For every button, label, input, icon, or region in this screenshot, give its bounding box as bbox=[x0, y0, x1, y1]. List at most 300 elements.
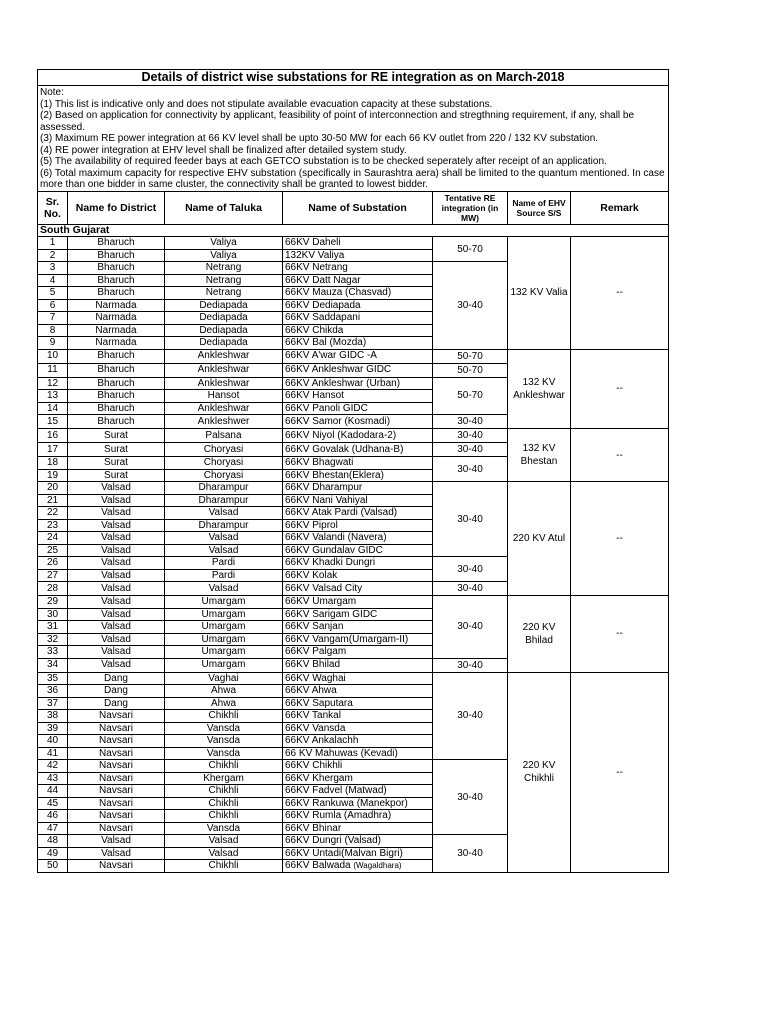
cell-ehv-source: 132 KV Bhestan bbox=[508, 429, 571, 482]
cell-ehv-source: 220 KV Chikhli bbox=[508, 672, 571, 872]
cell-district: Navsari bbox=[68, 810, 165, 823]
cell-district: Navsari bbox=[68, 710, 165, 723]
substation-name: 66KV Umargam bbox=[285, 596, 357, 607]
cell-substation bbox=[283, 519, 433, 532]
cell-taluka: Dharampur bbox=[165, 519, 283, 532]
cell-district: Valsad bbox=[68, 582, 165, 596]
substation-name: 66KV Bhagwati bbox=[285, 457, 354, 468]
cell-taluka: Chikhli bbox=[165, 810, 283, 823]
cell-sr-no: 44 bbox=[38, 785, 68, 798]
cell-sr-no: 2 bbox=[38, 249, 68, 262]
cell-substation bbox=[283, 544, 433, 557]
cell-taluka: Ankleshwar bbox=[165, 349, 283, 363]
cell-district: Narmada bbox=[68, 312, 165, 325]
cell-sr-no: 43 bbox=[38, 772, 68, 785]
cell-district: Dang bbox=[68, 697, 165, 710]
cell-taluka: Valsad bbox=[165, 532, 283, 545]
table-row bbox=[38, 482, 669, 495]
cell-taluka: Pardi bbox=[165, 569, 283, 582]
cell-sr-no: 9 bbox=[38, 337, 68, 350]
cell-substation bbox=[283, 494, 433, 507]
cell-ehv-source: 220 KV Bhilad bbox=[508, 596, 571, 673]
cell-remark: -- bbox=[571, 349, 669, 429]
cell-substation bbox=[283, 860, 433, 873]
substation-name: 66 KV Mahuwas (Kevadi) bbox=[285, 747, 398, 759]
cell-district: Valsad bbox=[68, 507, 165, 520]
cell-sr-no: 16 bbox=[38, 429, 68, 443]
substation-name: 66KV Sarigam GIDC bbox=[285, 608, 378, 620]
cell-substation bbox=[283, 324, 433, 337]
cell-taluka: Chikhli bbox=[165, 710, 283, 723]
substation-name: 66KV Bhilad bbox=[285, 659, 341, 671]
cell-district: Narmada bbox=[68, 337, 165, 350]
substation-name: 66KV Netrang bbox=[285, 262, 348, 273]
cell-district: Bharuch bbox=[68, 377, 165, 390]
cell-sr-no: 42 bbox=[38, 760, 68, 773]
cell-taluka: Umargam bbox=[165, 658, 283, 672]
note-line: (2) Based on application for connectivity by applicant, feasibility of point of interconnection and stregthning requirement, if any, shall be assessed. bbox=[40, 110, 635, 133]
cell-taluka: Umargam bbox=[165, 596, 283, 609]
cell-taluka: Dharampur bbox=[165, 494, 283, 507]
cell-sr-no: 34 bbox=[38, 658, 68, 672]
cell-district: Surat bbox=[68, 443, 165, 457]
cell-district: Dang bbox=[68, 685, 165, 698]
cell-substation bbox=[283, 596, 433, 609]
cell-substation bbox=[283, 532, 433, 545]
substation-name: 66KV A'war GIDC -A bbox=[285, 350, 377, 362]
cell-taluka: Dharampur bbox=[165, 482, 283, 495]
cell-tentative-mw: 30-40 bbox=[433, 557, 508, 582]
cell-taluka: Umargam bbox=[165, 646, 283, 659]
cell-district: Bharuch bbox=[68, 237, 165, 250]
cell-taluka: Valsad bbox=[165, 847, 283, 860]
cell-ehv-source: 132 KV Ankleshwar bbox=[508, 349, 571, 429]
cell-substation bbox=[283, 469, 433, 482]
cell-taluka: Choryasi bbox=[165, 469, 283, 482]
cell-district: Valsad bbox=[68, 532, 165, 545]
cell-remark: -- bbox=[571, 596, 669, 673]
cell-district: Bharuch bbox=[68, 415, 165, 429]
cell-substation bbox=[283, 349, 433, 363]
substation-name: 66KV Valsad City bbox=[285, 582, 363, 594]
cell-taluka: Ankleshwar bbox=[165, 377, 283, 390]
cell-sr-no: 11 bbox=[38, 363, 68, 377]
cell-tentative-mw: 30-40 bbox=[433, 415, 508, 429]
cell-substation bbox=[283, 847, 433, 860]
cell-taluka: Valsad bbox=[165, 507, 283, 520]
substation-name: 66KV Daheli bbox=[285, 237, 341, 248]
cell-taluka: Ahwa bbox=[165, 697, 283, 710]
cell-remark: -- bbox=[571, 237, 669, 350]
cell-taluka: Vansda bbox=[165, 822, 283, 835]
cell-taluka: Dediapada bbox=[165, 324, 283, 337]
substation-name: 66KV Vansda bbox=[285, 722, 346, 734]
cell-district: Narmada bbox=[68, 299, 165, 312]
cell-substation bbox=[283, 772, 433, 785]
substation-note: (Wagaldhara) bbox=[353, 861, 402, 870]
cell-sr-no: 12 bbox=[38, 377, 68, 390]
substation-name: 66KV Chikhli bbox=[285, 760, 343, 771]
substation-name: 66KV Khergam bbox=[285, 772, 353, 784]
cell-taluka: Khergam bbox=[165, 772, 283, 785]
cell-tentative-mw: 30-40 bbox=[433, 760, 508, 835]
cell-sr-no: 37 bbox=[38, 697, 68, 710]
cell-sr-no: 39 bbox=[38, 722, 68, 735]
cell-substation bbox=[283, 569, 433, 582]
cell-sr-no: 24 bbox=[38, 532, 68, 545]
cell-substation bbox=[283, 337, 433, 350]
cell-sr-no: 27 bbox=[38, 569, 68, 582]
header-remark: Remark bbox=[571, 191, 669, 224]
header-district: Name fo District bbox=[68, 191, 165, 224]
cell-taluka: Ahwa bbox=[165, 685, 283, 698]
cell-sr-no: 18 bbox=[38, 457, 68, 470]
cell-sr-no: 20 bbox=[38, 482, 68, 495]
cell-district: Navsari bbox=[68, 735, 165, 748]
substation-name: 66KV Govalak (Udhana-B) bbox=[285, 443, 404, 455]
cell-sr-no: 48 bbox=[38, 835, 68, 848]
cell-tentative-mw: 50-70 bbox=[433, 349, 508, 363]
cell-district: Bharuch bbox=[68, 287, 165, 300]
cell-district: Surat bbox=[68, 457, 165, 470]
cell-taluka: Vansda bbox=[165, 722, 283, 735]
cell-substation bbox=[283, 822, 433, 835]
cell-district: Navsari bbox=[68, 722, 165, 735]
cell-taluka: Chikhli bbox=[165, 760, 283, 773]
cell-substation bbox=[283, 443, 433, 457]
cell-tentative-mw: 30-40 bbox=[433, 457, 508, 482]
document-sheet bbox=[37, 69, 668, 873]
cell-taluka: Dediapada bbox=[165, 312, 283, 325]
cell-taluka: Valsad bbox=[165, 835, 283, 848]
substation-name: 66KV Mauza (Chasvad) bbox=[285, 287, 392, 298]
cell-sr-no: 21 bbox=[38, 494, 68, 507]
cell-sr-no: 45 bbox=[38, 797, 68, 810]
cell-substation bbox=[283, 557, 433, 570]
cell-taluka: Netrang bbox=[165, 287, 283, 300]
substation-name: 66KV Bhestan(Eklera) bbox=[285, 469, 384, 481]
cell-substation bbox=[283, 582, 433, 596]
cell-sr-no: 23 bbox=[38, 519, 68, 532]
cell-substation bbox=[283, 810, 433, 823]
note-line: (6) Total maximum capacity for respective EHV substation (specifically in Saurashtra aera) shall be limited to the quantum mentioned. In case more than one bidder in same cluster, the connectivity shall be granted to lowest bidder. bbox=[40, 167, 665, 190]
cell-sr-no: 35 bbox=[38, 672, 68, 685]
cell-sr-no: 26 bbox=[38, 557, 68, 570]
cell-taluka: Netrang bbox=[165, 274, 283, 287]
cell-substation bbox=[283, 735, 433, 748]
substation-name: 66KV Panoli GIDC bbox=[285, 402, 368, 414]
cell-taluka: Netrang bbox=[165, 262, 283, 275]
cell-sr-no: 36 bbox=[38, 685, 68, 698]
cell-district: Navsari bbox=[68, 785, 165, 798]
cell-sr-no: 10 bbox=[38, 349, 68, 363]
cell-tentative-mw: 50-70 bbox=[433, 377, 508, 415]
substation-name: 66KV Dharampur bbox=[285, 482, 363, 493]
table-row bbox=[38, 596, 669, 609]
cell-taluka: Hansot bbox=[165, 390, 283, 403]
substation-name: 66KV Ahwa bbox=[285, 685, 337, 696]
cell-taluka: Dediapada bbox=[165, 299, 283, 312]
cell-substation bbox=[283, 390, 433, 403]
cell-district: Bharuch bbox=[68, 363, 165, 377]
substation-name: 66KV Bhinar bbox=[285, 822, 342, 834]
cell-sr-no: 8 bbox=[38, 324, 68, 337]
substation-name: 66KV Niyol (Kadodara-2) bbox=[285, 429, 397, 441]
cell-substation bbox=[283, 377, 433, 390]
substation-name: 66KV Balwada bbox=[285, 860, 351, 871]
cell-substation bbox=[283, 722, 433, 735]
note-line: (3) Maximum RE power integration at 66 KV level shall be upto 30-50 MW for each 66 KV outlet from 220 / 132 KV substation. bbox=[40, 133, 599, 144]
substation-name: 66KV Kolak bbox=[285, 569, 338, 581]
cell-substation bbox=[283, 312, 433, 325]
cell-sr-no: 28 bbox=[38, 582, 68, 596]
cell-sr-no: 22 bbox=[38, 507, 68, 520]
substation-name: 66KV Untadi(Malvan Bigri) bbox=[285, 847, 403, 859]
cell-district: Valsad bbox=[68, 519, 165, 532]
cell-sr-no: 19 bbox=[38, 469, 68, 482]
cell-sr-no: 5 bbox=[38, 287, 68, 300]
cell-sr-no: 25 bbox=[38, 544, 68, 557]
cell-substation bbox=[283, 672, 433, 685]
cell-sr-no: 30 bbox=[38, 608, 68, 621]
cell-substation bbox=[283, 747, 433, 760]
cell-substation bbox=[283, 507, 433, 520]
cell-remark: -- bbox=[571, 672, 669, 872]
cell-district: Navsari bbox=[68, 760, 165, 773]
cell-taluka: Choryasi bbox=[165, 457, 283, 470]
cell-district: Navsari bbox=[68, 747, 165, 760]
cell-substation bbox=[283, 299, 433, 312]
cell-substation bbox=[283, 415, 433, 429]
cell-sr-no: 40 bbox=[38, 735, 68, 748]
cell-taluka: Ankleshwer bbox=[165, 415, 283, 429]
cell-sr-no: 7 bbox=[38, 312, 68, 325]
cell-sr-no: 13 bbox=[38, 390, 68, 403]
cell-district: Bharuch bbox=[68, 349, 165, 363]
cell-tentative-mw: 50-70 bbox=[433, 363, 508, 377]
cell-substation bbox=[283, 835, 433, 848]
substation-name: 66KV Nani Vahiyal bbox=[285, 494, 368, 506]
cell-taluka: Palsana bbox=[165, 429, 283, 443]
cell-district: Valsad bbox=[68, 633, 165, 646]
cell-substation bbox=[283, 646, 433, 659]
cell-sr-no: 49 bbox=[38, 847, 68, 860]
section-heading: South Gujarat bbox=[38, 224, 669, 237]
cell-district: Valsad bbox=[68, 557, 165, 570]
cell-sr-no: 33 bbox=[38, 646, 68, 659]
note-line: (1) This list is indicative only and does not stipulate available evacuation capacity at these substations. bbox=[40, 98, 493, 110]
cell-taluka: Choryasi bbox=[165, 443, 283, 457]
substation-name: 132KV Valiya bbox=[285, 249, 345, 261]
header-source: Name of EHV Source S/S bbox=[508, 191, 571, 224]
cell-sr-no: 47 bbox=[38, 822, 68, 835]
cell-substation bbox=[283, 274, 433, 287]
substation-name: 66KV Chikda bbox=[285, 324, 344, 336]
cell-tentative-mw: 30-40 bbox=[433, 482, 508, 557]
cell-district: Valsad bbox=[68, 646, 165, 659]
cell-taluka: Vansda bbox=[165, 735, 283, 748]
cell-taluka: Chikhli bbox=[165, 785, 283, 798]
substation-name: 66KV Sanjan bbox=[285, 621, 344, 632]
substation-name: 66KV Atak Pardi (Valsad) bbox=[285, 507, 398, 518]
substation-name: 66KV Valandi (Navera) bbox=[285, 532, 387, 543]
cell-sr-no: 3 bbox=[38, 262, 68, 275]
cell-tentative-mw: 30-40 bbox=[433, 429, 508, 443]
cell-substation bbox=[283, 785, 433, 798]
cell-district: Valsad bbox=[68, 596, 165, 609]
cell-taluka: Vaghai bbox=[165, 672, 283, 685]
cell-district: Narmada bbox=[68, 324, 165, 337]
table-row bbox=[38, 429, 669, 443]
header-substation: Name of Substation bbox=[283, 191, 433, 224]
substation-name: 66KV Ankleshwar (Urban) bbox=[285, 377, 401, 389]
substation-name: 66KV Saddapani bbox=[285, 312, 361, 323]
cell-substation bbox=[283, 710, 433, 723]
cell-district: Bharuch bbox=[68, 274, 165, 287]
cell-sr-no: 29 bbox=[38, 596, 68, 609]
cell-sr-no: 38 bbox=[38, 710, 68, 723]
cell-sr-no: 1 bbox=[38, 237, 68, 250]
cell-substation bbox=[283, 658, 433, 672]
cell-substation bbox=[283, 429, 433, 443]
cell-taluka: Chikhli bbox=[165, 797, 283, 810]
substation-name: 66KV Dungri (Valsad) bbox=[285, 835, 381, 846]
cell-taluka: Valsad bbox=[165, 582, 283, 596]
header-taluka: Name of Taluka bbox=[165, 191, 283, 224]
cell-district: Navsari bbox=[68, 797, 165, 810]
cell-substation bbox=[283, 608, 433, 621]
cell-taluka: Vansda bbox=[165, 747, 283, 760]
cell-taluka: Umargam bbox=[165, 608, 283, 621]
cell-sr-no: 50 bbox=[38, 860, 68, 873]
cell-tentative-mw: 30-40 bbox=[433, 262, 508, 350]
substation-name: 66KV Samor (Kosmadi) bbox=[285, 415, 391, 427]
cell-district: Valsad bbox=[68, 608, 165, 621]
cell-sr-no: 46 bbox=[38, 810, 68, 823]
substation-name: 66KV Waghai bbox=[285, 672, 346, 684]
substation-name: 66KV Vangam(Umargam-II) bbox=[285, 633, 409, 645]
cell-district: Valsad bbox=[68, 835, 165, 848]
cell-district: Navsari bbox=[68, 772, 165, 785]
cell-substation bbox=[283, 633, 433, 646]
cell-district: Bharuch bbox=[68, 262, 165, 275]
substation-name: 66KV Gundalav GIDC bbox=[285, 544, 383, 556]
substation-name: 66KV Bal (Mozda) bbox=[285, 337, 367, 348]
cell-substation bbox=[283, 402, 433, 415]
cell-substation bbox=[283, 287, 433, 300]
cell-district: Bharuch bbox=[68, 249, 165, 262]
cell-district: Navsari bbox=[68, 822, 165, 835]
cell-sr-no: 15 bbox=[38, 415, 68, 429]
cell-district: Bharuch bbox=[68, 390, 165, 403]
cell-district: Surat bbox=[68, 469, 165, 482]
cell-taluka: Dediapada bbox=[165, 337, 283, 350]
substation-name: 66KV Piprol bbox=[285, 519, 338, 531]
cell-substation bbox=[283, 237, 433, 250]
cell-district: Valsad bbox=[68, 482, 165, 495]
header-sr-no: Sr. No. bbox=[38, 191, 68, 224]
cell-taluka: Umargam bbox=[165, 633, 283, 646]
substation-name: 66KV Ankleshwar GIDC bbox=[285, 364, 392, 376]
cell-district: Valsad bbox=[68, 847, 165, 860]
table-row bbox=[38, 237, 669, 250]
cell-tentative-mw: 50-70 bbox=[433, 237, 508, 262]
substation-name: 66KV Rumla (Amadhra) bbox=[285, 810, 392, 821]
substation-name: 66KV Tankal bbox=[285, 710, 341, 721]
note-line: Note: bbox=[40, 87, 64, 98]
cell-substation bbox=[283, 797, 433, 810]
cell-substation bbox=[283, 249, 433, 262]
cell-taluka: Ankleshwar bbox=[165, 402, 283, 415]
cell-ehv-source: 132 KV Valia bbox=[508, 237, 571, 350]
table-row bbox=[38, 349, 669, 363]
cell-district: Valsad bbox=[68, 544, 165, 557]
cell-substation bbox=[283, 697, 433, 710]
cell-district: Surat bbox=[68, 429, 165, 443]
cell-sr-no: 14 bbox=[38, 402, 68, 415]
cell-taluka: Umargam bbox=[165, 621, 283, 634]
cell-taluka: Valiya bbox=[165, 249, 283, 262]
cell-tentative-mw: 30-40 bbox=[433, 658, 508, 672]
substation-name: 66KV Palgam bbox=[285, 646, 347, 657]
cell-taluka: Valiya bbox=[165, 237, 283, 250]
substation-name: 66KV Fadvel (Matwad) bbox=[285, 785, 387, 796]
cell-taluka: Ankleshwar bbox=[165, 363, 283, 377]
cell-remark: -- bbox=[571, 482, 669, 596]
substation-name: 66KV Rankuwa (Manekpor) bbox=[285, 797, 408, 809]
cell-district: Navsari bbox=[68, 860, 165, 873]
cell-district: Valsad bbox=[68, 494, 165, 507]
cell-tentative-mw: 30-40 bbox=[433, 443, 508, 457]
substation-name: 66KV Datt Nagar bbox=[285, 274, 361, 286]
cell-district: Bharuch bbox=[68, 402, 165, 415]
cell-sr-no: 17 bbox=[38, 443, 68, 457]
cell-ehv-source: 220 KV Atul bbox=[508, 482, 571, 596]
substation-table bbox=[37, 69, 669, 873]
cell-tentative-mw: 30-40 bbox=[433, 835, 508, 873]
cell-substation bbox=[283, 621, 433, 634]
cell-taluka: Pardi bbox=[165, 557, 283, 570]
cell-district: Valsad bbox=[68, 569, 165, 582]
note-line: (5) The availability of required feeder bays at each GETCO substation is to be checked seperately after receipt of an application. bbox=[40, 156, 607, 167]
substation-name: 66KV Khadki Dungri bbox=[285, 557, 376, 568]
cell-substation bbox=[283, 482, 433, 495]
substation-name: 66KV Ankalachh bbox=[285, 735, 359, 746]
cell-district: Valsad bbox=[68, 621, 165, 634]
cell-taluka: Chikhli bbox=[165, 860, 283, 873]
cell-tentative-mw: 30-40 bbox=[433, 672, 508, 760]
substation-name: 66KV Hansot bbox=[285, 390, 344, 401]
cell-remark: -- bbox=[571, 429, 669, 482]
page-title: Details of district wise substations for RE integration as on March-2018 bbox=[38, 70, 669, 86]
cell-substation bbox=[283, 457, 433, 470]
cell-sr-no: 4 bbox=[38, 274, 68, 287]
notes-block bbox=[38, 86, 669, 192]
cell-district: Dang bbox=[68, 672, 165, 685]
table-row bbox=[38, 672, 669, 685]
cell-substation bbox=[283, 685, 433, 698]
cell-sr-no: 31 bbox=[38, 621, 68, 634]
substation-name: 66KV Dediapada bbox=[285, 299, 361, 311]
cell-substation bbox=[283, 363, 433, 377]
cell-sr-no: 6 bbox=[38, 299, 68, 312]
substation-name: 66KV Saputara bbox=[285, 697, 353, 709]
cell-substation bbox=[283, 262, 433, 275]
note-line: (4) RE power integration at EHV level shall be finalized after detailed system study. bbox=[40, 144, 407, 156]
cell-district: Valsad bbox=[68, 658, 165, 672]
cell-taluka: Valsad bbox=[165, 544, 283, 557]
cell-tentative-mw: 30-40 bbox=[433, 582, 508, 596]
